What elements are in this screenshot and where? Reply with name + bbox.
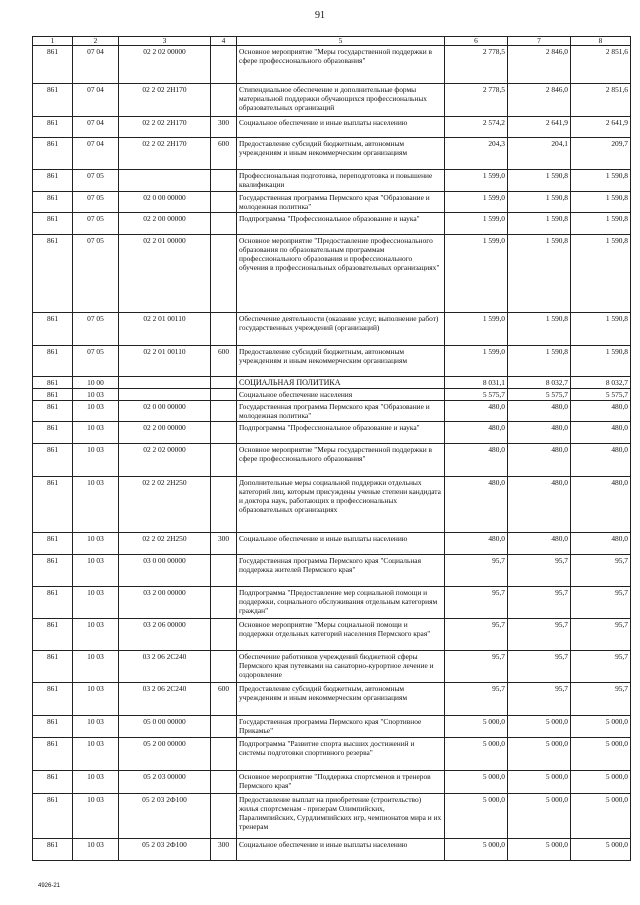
table-row <box>33 738 631 771</box>
code-cell: 861 <box>33 84 73 117</box>
code-cell: 861 <box>33 839 73 861</box>
description-cell: Социальное обеспечение населения <box>237 389 445 401</box>
code-cell: 861 <box>33 716 73 738</box>
target-article-cell: 03 2 06 2С240 <box>119 683 211 716</box>
section-cell: 07 05 <box>73 235 119 313</box>
section-cell: 07 05 <box>73 313 119 346</box>
table-row <box>33 192 631 213</box>
amount-cell: 480,0 <box>445 533 508 555</box>
section-cell: 10 03 <box>73 619 119 651</box>
table-row <box>33 716 631 738</box>
code-cell: 861 <box>33 738 73 771</box>
amount-cell: 5 575,7 <box>571 389 631 401</box>
description-cell: Обеспечение работников учреждений бюджетной сферы Пермского края путевками на санаторно-курортное лечение и оздоровление <box>237 651 445 683</box>
expense-type-cell <box>211 716 237 738</box>
expense-type-cell: 300 <box>211 533 237 555</box>
target-article-cell: 02 2 01 00110 <box>119 346 211 377</box>
amount-cell: 5 000,0 <box>508 738 571 771</box>
description-cell: Государственная программа Пермского края "Образование и молодежная политика" <box>237 401 445 422</box>
description-cell: Предоставление выплат на приобретение (строительство) жилья спортсменам - призерам Олимпийских, Паралимпийских, Сурдлимпийских игр, чемпионатов мира и их тренерам <box>237 794 445 839</box>
amount-cell: 95,7 <box>571 651 631 683</box>
amount-cell: 480,0 <box>508 422 571 444</box>
amount-cell: 95,7 <box>571 555 631 587</box>
section-cell: 10 03 <box>73 444 119 477</box>
target-article-cell: 02 2 02 2Н250 <box>119 533 211 555</box>
expense-type-cell <box>211 84 237 117</box>
expense-type-cell <box>211 771 237 794</box>
amount-cell: 1 590,8 <box>571 213 631 235</box>
target-article-cell: 05 2 00 00000 <box>119 738 211 771</box>
section-cell: 10 03 <box>73 651 119 683</box>
target-article-cell: 02 2 02 2Н170 <box>119 138 211 170</box>
amount-cell: 480,0 <box>445 477 508 533</box>
amount-cell: 5 000,0 <box>508 771 571 794</box>
amount-cell: 1 599,0 <box>445 213 508 235</box>
table-row <box>33 84 631 117</box>
section-cell: 10 03 <box>73 839 119 861</box>
target-article-cell: 05 2 03 2Ф100 <box>119 839 211 861</box>
table-row <box>33 401 631 422</box>
amount-cell: 1 590,8 <box>571 170 631 192</box>
target-article-cell: 02 2 02 2Н170 <box>119 84 211 117</box>
expense-type-cell <box>211 587 237 619</box>
table-row <box>33 683 631 716</box>
table-row <box>33 839 631 861</box>
column-header: 5 <box>237 37 445 46</box>
code-cell: 861 <box>33 170 73 192</box>
column-header: 6 <box>445 37 508 46</box>
code-cell: 861 <box>33 346 73 377</box>
target-article-cell: 05 2 03 00000 <box>119 771 211 794</box>
amount-cell: 5 000,0 <box>445 771 508 794</box>
column-header: 1 <box>33 37 73 46</box>
section-cell: 10 03 <box>73 401 119 422</box>
amount-cell: 480,0 <box>571 401 631 422</box>
amount-cell: 5 575,7 <box>445 389 508 401</box>
target-article-cell <box>119 389 211 401</box>
amount-cell: 2 851,6 <box>571 84 631 117</box>
expense-type-cell: 300 <box>211 839 237 861</box>
table-row <box>33 771 631 794</box>
expense-type-cell <box>211 389 237 401</box>
section-cell: 10 00 <box>73 377 119 389</box>
expense-type-cell <box>211 619 237 651</box>
section-cell: 10 03 <box>73 716 119 738</box>
code-cell: 861 <box>33 651 73 683</box>
table-row <box>33 555 631 587</box>
target-article-cell: 02 2 02 00000 <box>119 46 211 84</box>
target-article-cell: 02 2 01 00000 <box>119 235 211 313</box>
target-article-cell: 03 0 00 00000 <box>119 555 211 587</box>
code-cell: 861 <box>33 213 73 235</box>
section-cell: 07 05 <box>73 346 119 377</box>
amount-cell: 5 000,0 <box>445 839 508 861</box>
code-cell: 861 <box>33 192 73 213</box>
description-cell: Стипендиальное обеспечение и дополнительные формы материальной поддержки обучающихся профессиональных образовательных организаций <box>237 84 445 117</box>
page-number: 91 <box>315 10 325 21</box>
amount-cell: 95,7 <box>508 555 571 587</box>
table-row <box>33 346 631 377</box>
table-row <box>33 313 631 346</box>
target-article-cell: 02 2 02 2Н170 <box>119 117 211 138</box>
section-cell: 10 03 <box>73 738 119 771</box>
table-row <box>33 377 631 389</box>
description-cell: Государственная программа Пермского края "Спортивное Прикамье" <box>237 716 445 738</box>
column-header: 4 <box>211 37 237 46</box>
code-cell: 861 <box>33 422 73 444</box>
amount-cell: 5 000,0 <box>508 839 571 861</box>
code-cell: 861 <box>33 313 73 346</box>
target-article-cell: 03 2 06 00000 <box>119 619 211 651</box>
expense-type-cell <box>211 213 237 235</box>
expense-type-cell <box>211 477 237 533</box>
code-cell: 861 <box>33 683 73 716</box>
column-header: 7 <box>508 37 571 46</box>
description-cell: Социальное обеспечение и иные выплаты населению <box>237 117 445 138</box>
amount-cell: 1 590,8 <box>508 346 571 377</box>
expense-type-cell <box>211 422 237 444</box>
section-cell: 07 05 <box>73 213 119 235</box>
section-cell: 10 03 <box>73 683 119 716</box>
amount-cell: 1 590,8 <box>508 170 571 192</box>
amount-cell: 5 000,0 <box>571 716 631 738</box>
amount-cell: 1 590,8 <box>571 313 631 346</box>
amount-cell: 480,0 <box>508 533 571 555</box>
amount-cell: 95,7 <box>445 587 508 619</box>
description-cell: Основное мероприятие "Меры государственной поддержки в сфере профессионального образования" <box>237 444 445 477</box>
section-cell: 10 03 <box>73 422 119 444</box>
amount-cell: 480,0 <box>445 422 508 444</box>
table-row <box>33 444 631 477</box>
description-cell: Предоставление субсидий бюджетным, автономным учреждениям и иным некоммерческим организациям <box>237 346 445 377</box>
code-cell: 861 <box>33 46 73 84</box>
amount-cell: 480,0 <box>508 477 571 533</box>
target-article-cell: 02 2 00 00000 <box>119 422 211 444</box>
amount-cell: 1 590,8 <box>571 235 631 313</box>
target-article-cell: 03 2 06 2С240 <box>119 651 211 683</box>
table-row <box>33 117 631 138</box>
expense-type-cell <box>211 170 237 192</box>
table-row <box>33 46 631 84</box>
code-cell: 861 <box>33 619 73 651</box>
amount-cell: 480,0 <box>508 444 571 477</box>
description-cell: Обеспечение деятельности (оказание услуг, выполнение работ) государственных учреждений (организаций) <box>237 313 445 346</box>
column-header: 8 <box>571 37 631 46</box>
target-article-cell: 02 2 02 00000 <box>119 444 211 477</box>
code-cell: 861 <box>33 401 73 422</box>
amount-cell: 5 000,0 <box>508 716 571 738</box>
target-article-cell <box>119 170 211 192</box>
code-cell: 861 <box>33 794 73 839</box>
code-cell: 861 <box>33 533 73 555</box>
amount-cell: 95,7 <box>508 619 571 651</box>
expense-type-cell: 600 <box>211 138 237 170</box>
description-cell: Подпрограмма "Развитие спорта высших достижений и системы подготовки спортивного резерва" <box>237 738 445 771</box>
amount-cell: 1 599,0 <box>445 235 508 313</box>
amount-cell: 204,1 <box>508 138 571 170</box>
code-cell: 861 <box>33 389 73 401</box>
description-cell: Государственная программа Пермского края "Социальная поддержка жителей Пермского края" <box>237 555 445 587</box>
section-cell: 07 04 <box>73 84 119 117</box>
section-cell: 10 03 <box>73 477 119 533</box>
expense-type-cell <box>211 794 237 839</box>
amount-cell: 480,0 <box>571 477 631 533</box>
amount-cell: 95,7 <box>445 651 508 683</box>
description-cell: Подпрограмма "Предоставление мер социальной помощи и поддержки, социального обслуживания отдельным категориям граждан" <box>237 587 445 619</box>
amount-cell: 1 590,8 <box>508 235 571 313</box>
amount-cell: 95,7 <box>445 555 508 587</box>
code-cell: 861 <box>33 477 73 533</box>
description-cell: Социальное обеспечение и иные выплаты населению <box>237 533 445 555</box>
code-cell: 861 <box>33 235 73 313</box>
column-header: 3 <box>119 37 211 46</box>
amount-cell: 1 590,8 <box>508 213 571 235</box>
code-cell: 861 <box>33 771 73 794</box>
amount-cell: 480,0 <box>571 444 631 477</box>
amount-cell: 5 000,0 <box>571 794 631 839</box>
description-cell: Государственная программа Пермского края "Образование и молодежная политика" <box>237 192 445 213</box>
description-cell: Предоставление субсидий бюджетным, автономным учреждениям и иным некоммерческим организациям <box>237 138 445 170</box>
section-cell: 10 03 <box>73 389 119 401</box>
amount-cell: 5 000,0 <box>571 839 631 861</box>
section-cell: 10 03 <box>73 533 119 555</box>
target-article-cell: 02 2 01 00110 <box>119 313 211 346</box>
description-cell: Подпрограмма "Профессиональное образование и наука" <box>237 213 445 235</box>
table-row <box>33 170 631 192</box>
code-cell: 861 <box>33 587 73 619</box>
expense-type-cell <box>211 444 237 477</box>
target-article-cell: 03 2 00 00000 <box>119 587 211 619</box>
document-code: 4926-21 <box>38 883 61 889</box>
code-cell: 861 <box>33 138 73 170</box>
amount-cell: 95,7 <box>571 587 631 619</box>
description-cell: Дополнительные меры социальной поддержки отдельных категорий лиц, которым присуждены ученые степени кандидата и доктора наук, работающих в профессиональных образовательных организациях <box>237 477 445 533</box>
amount-cell: 1 599,0 <box>445 192 508 213</box>
amount-cell: 2 846,0 <box>508 46 571 84</box>
target-article-cell: 02 0 00 00000 <box>119 192 211 213</box>
target-article-cell: 02 2 00 00000 <box>119 213 211 235</box>
code-cell: 861 <box>33 377 73 389</box>
amount-cell: 95,7 <box>508 587 571 619</box>
amount-cell: 1 599,0 <box>445 313 508 346</box>
amount-cell: 2 641,9 <box>571 117 631 138</box>
expense-type-cell <box>211 651 237 683</box>
section-cell: 07 04 <box>73 117 119 138</box>
section-cell: 10 03 <box>73 794 119 839</box>
section-cell: 10 03 <box>73 555 119 587</box>
amount-cell: 5 575,7 <box>508 389 571 401</box>
expense-type-cell <box>211 192 237 213</box>
amount-cell: 204,3 <box>445 138 508 170</box>
amount-cell: 95,7 <box>571 683 631 716</box>
amount-cell: 95,7 <box>508 683 571 716</box>
expense-type-cell <box>211 235 237 313</box>
amount-cell: 1 590,8 <box>508 192 571 213</box>
expense-type-cell <box>211 555 237 587</box>
table-row <box>33 587 631 619</box>
amount-cell: 5 000,0 <box>571 771 631 794</box>
amount-cell: 2 778,5 <box>445 46 508 84</box>
table-row <box>33 619 631 651</box>
expense-type-cell: 600 <box>211 683 237 716</box>
amount-cell: 209,7 <box>571 138 631 170</box>
table-header-row <box>33 37 631 46</box>
amount-cell: 95,7 <box>508 651 571 683</box>
description-cell: Подпрограмма "Профессиональное образование и наука" <box>237 422 445 444</box>
table-row <box>33 213 631 235</box>
amount-cell: 1 599,0 <box>445 346 508 377</box>
amount-cell: 8 031,1 <box>445 377 508 389</box>
code-cell: 861 <box>33 444 73 477</box>
description-cell: СОЦИАЛЬНАЯ ПОЛИТИКА <box>237 377 445 389</box>
target-article-cell: 02 0 00 00000 <box>119 401 211 422</box>
target-article-cell: 05 0 00 00000 <box>119 716 211 738</box>
section-cell: 07 04 <box>73 46 119 84</box>
table-row <box>33 794 631 839</box>
description-cell: Профессиональная подготовка, переподготовка и повышение квалификации <box>237 170 445 192</box>
section-cell: 07 05 <box>73 170 119 192</box>
amount-cell: 5 000,0 <box>445 794 508 839</box>
amount-cell: 5 000,0 <box>571 738 631 771</box>
amount-cell: 8 032,7 <box>571 377 631 389</box>
description-cell: Основное мероприятие "Меры социальной помощи и поддержки отдельных категорий населения Пермского края" <box>237 619 445 651</box>
amount-cell: 8 032,7 <box>508 377 571 389</box>
amount-cell: 2 641,9 <box>508 117 571 138</box>
code-cell: 861 <box>33 117 73 138</box>
section-cell: 07 04 <box>73 138 119 170</box>
expense-type-cell <box>211 313 237 346</box>
amount-cell: 1 590,8 <box>571 346 631 377</box>
amount-cell: 2 846,0 <box>508 84 571 117</box>
amount-cell: 1 590,8 <box>508 313 571 346</box>
amount-cell: 480,0 <box>445 401 508 422</box>
amount-cell: 480,0 <box>571 422 631 444</box>
amount-cell: 2 574,2 <box>445 117 508 138</box>
section-cell: 07 05 <box>73 192 119 213</box>
table-row <box>33 138 631 170</box>
description-cell: Социальное обеспечение и иные выплаты населению <box>237 839 445 861</box>
amount-cell: 95,7 <box>571 619 631 651</box>
target-article-cell <box>119 377 211 389</box>
amount-cell: 5 000,0 <box>445 716 508 738</box>
expense-type-cell <box>211 401 237 422</box>
table-row <box>33 477 631 533</box>
amount-cell: 95,7 <box>445 683 508 716</box>
budget-table <box>32 36 631 861</box>
table-row <box>33 389 631 401</box>
amount-cell: 2 851,6 <box>571 46 631 84</box>
amount-cell: 2 778,5 <box>445 84 508 117</box>
target-article-cell: 02 2 02 2Н250 <box>119 477 211 533</box>
table-row <box>33 651 631 683</box>
code-cell: 861 <box>33 555 73 587</box>
table-row <box>33 422 631 444</box>
expense-type-cell <box>211 738 237 771</box>
description-cell: Предоставление субсидий бюджетным, автономным учреждениям и иным некоммерческим организациям <box>237 683 445 716</box>
description-cell: Основное мероприятие "Меры государственной поддержки в сфере профессионального образования" <box>237 46 445 84</box>
section-cell: 10 03 <box>73 771 119 794</box>
expense-type-cell: 600 <box>211 346 237 377</box>
section-cell: 10 03 <box>73 587 119 619</box>
column-header: 2 <box>73 37 119 46</box>
amount-cell: 95,7 <box>445 619 508 651</box>
table-row <box>33 235 631 313</box>
amount-cell: 1 590,8 <box>571 192 631 213</box>
target-article-cell: 05 2 03 2Ф100 <box>119 794 211 839</box>
expense-type-cell <box>211 377 237 389</box>
description-cell: Основное мероприятие "Предоставление профессионального образования по образовательным программам профессионального образования и профессионального обучения в профессиональных образовательных организациях" <box>237 235 445 313</box>
amount-cell: 5 000,0 <box>445 738 508 771</box>
table-row <box>33 533 631 555</box>
amount-cell: 480,0 <box>571 533 631 555</box>
expense-type-cell: 300 <box>211 117 237 138</box>
amount-cell: 5 000,0 <box>508 794 571 839</box>
amount-cell: 480,0 <box>445 444 508 477</box>
description-cell: Основное мероприятие "Поддержка спортсменов и тренеров Пермского края" <box>237 771 445 794</box>
amount-cell: 1 599,0 <box>445 170 508 192</box>
expense-type-cell <box>211 46 237 84</box>
amount-cell: 480,0 <box>508 401 571 422</box>
